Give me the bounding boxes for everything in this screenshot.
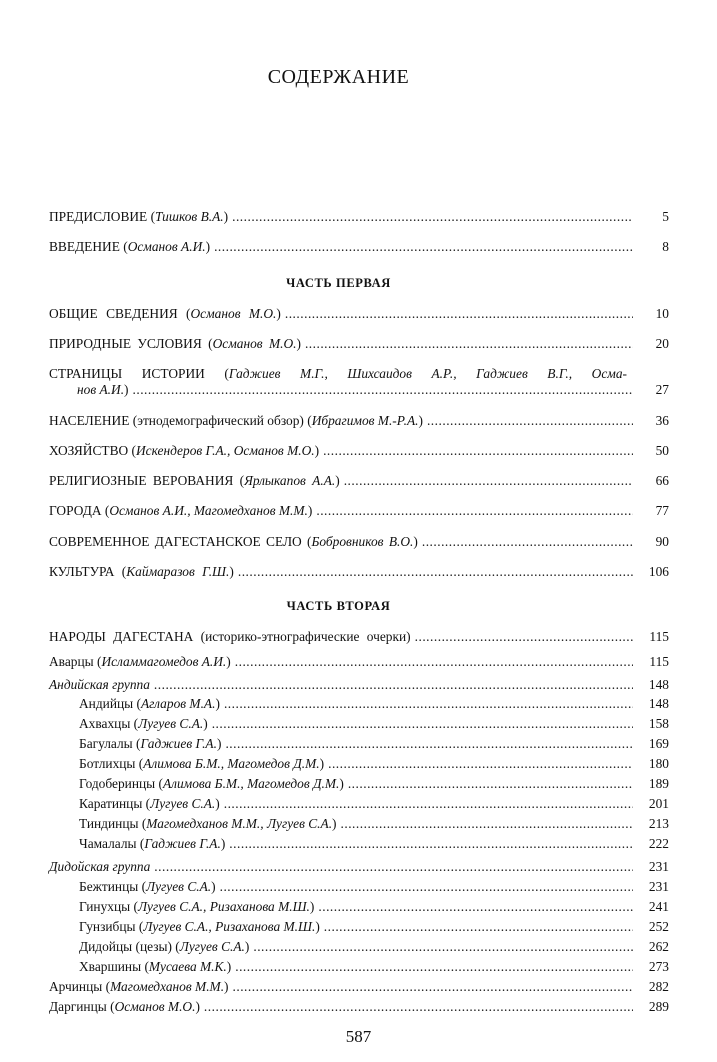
entry-title: НАСЕЛЕНИЕ (этнодемографический обзор) ( bbox=[49, 413, 312, 428]
entry-tail: ) bbox=[319, 756, 325, 771]
entry-author: Османов М.О. bbox=[190, 306, 277, 321]
toc-entry-preface[interactable] bbox=[49, 209, 669, 225]
entry-author: Магомедханов М.М. bbox=[110, 979, 225, 994]
toc-entry[interactable] bbox=[49, 564, 669, 580]
entry-tail: ) bbox=[203, 716, 208, 731]
entry-author: Гаджиев М.Г., Шихсаидов А.Р., Гаджиев В.Г., Осма- bbox=[228, 366, 627, 381]
dot-leader bbox=[348, 776, 633, 792]
entry-tail: ) bbox=[276, 306, 281, 321]
entry-page: 169 bbox=[648, 736, 669, 751]
entry-page: 10 bbox=[655, 306, 669, 321]
entry-author: Исламмагомедов А.И. bbox=[101, 654, 227, 669]
entry-page: 289 bbox=[648, 999, 669, 1014]
entry-title: СТРАНИЦЫ ИСТОРИИ ( bbox=[49, 366, 229, 381]
entry-author: Гаджиев Г.А. bbox=[140, 736, 217, 751]
entry-tail: ) bbox=[211, 879, 216, 894]
entry-tail: ) bbox=[332, 816, 337, 831]
entry-author: Османов А.И., Магомедханов М.М. bbox=[109, 503, 308, 518]
entry-tail: ) bbox=[309, 899, 315, 914]
entry-title: ХОЗЯЙСТВО ( bbox=[49, 443, 136, 458]
entry-page: 201 bbox=[648, 796, 669, 811]
entry-author: Агларов М.А. bbox=[140, 696, 216, 711]
entry-author: Алимова Б.М., Магомедов Д.М. bbox=[162, 776, 340, 791]
entry-title: Гунзибцы ( bbox=[79, 919, 144, 934]
entry-author: Лугуев С.А., Ризаханова М.Ш. bbox=[137, 899, 310, 914]
toc-entry[interactable] bbox=[49, 534, 669, 550]
entry-author: Лугуев С.А., Ризаханова М.Ш. bbox=[143, 919, 316, 934]
dot-leader bbox=[318, 899, 633, 915]
toc-entry[interactable] bbox=[49, 336, 669, 352]
toc-entry[interactable] bbox=[49, 939, 669, 955]
entry-tail: ) bbox=[124, 382, 129, 397]
dot-leader bbox=[229, 836, 633, 852]
toc-entry[interactable] bbox=[49, 629, 669, 645]
toc-entry[interactable] bbox=[49, 443, 669, 459]
entry-page: 222 bbox=[648, 836, 669, 851]
entry-page: 77 bbox=[655, 503, 669, 518]
entry-page: 20 bbox=[655, 336, 669, 351]
toc-entry[interactable] bbox=[49, 816, 669, 832]
toc-entry[interactable] bbox=[49, 776, 669, 792]
dot-leader bbox=[224, 796, 633, 812]
entry-title: Андийцы ( bbox=[79, 696, 141, 711]
entry-tail: ) bbox=[224, 979, 229, 994]
dot-leader bbox=[224, 696, 633, 712]
entry-tail: ) bbox=[215, 696, 220, 711]
entry-tail: ) bbox=[226, 654, 231, 669]
entry-author: Османов А.И. bbox=[127, 239, 206, 254]
toc-entry[interactable] bbox=[49, 306, 669, 322]
entry-page: 158 bbox=[648, 716, 669, 731]
entry-title: Ботлихцы ( bbox=[79, 756, 144, 771]
toc-entry[interactable] bbox=[49, 716, 669, 732]
entry-page: 8 bbox=[662, 239, 669, 254]
page-title: СОДЕРЖАНИЕ bbox=[267, 66, 410, 88]
entry-tail: ) bbox=[315, 919, 320, 934]
toc-entry[interactable] bbox=[49, 836, 669, 852]
entry-page: 189 bbox=[648, 776, 669, 791]
toc-entry[interactable] bbox=[49, 654, 669, 670]
entry-page: 180 bbox=[648, 756, 669, 771]
entry-page: 90 bbox=[655, 534, 669, 549]
dot-leader bbox=[427, 413, 633, 429]
entry-tail: ) bbox=[413, 534, 418, 549]
entry-author-continued: нов А.И. bbox=[77, 382, 125, 397]
dot-leader bbox=[235, 654, 633, 670]
entry-page: 213 bbox=[648, 816, 669, 831]
entry-title: Ахвахцы ( bbox=[79, 716, 139, 731]
entry-page: 5 bbox=[662, 209, 669, 224]
entry-page: 282 bbox=[648, 979, 669, 994]
toc-entry[interactable] bbox=[49, 696, 669, 712]
part-heading-2: ЧАСТЬ ВТОРАЯ bbox=[286, 599, 391, 613]
toc-entry[interactable] bbox=[49, 756, 669, 772]
entry-page: 231 bbox=[648, 859, 669, 874]
entry-title: Даргинцы ( bbox=[49, 999, 115, 1014]
entry-title: Тиндинцы ( bbox=[79, 816, 147, 831]
dot-leader bbox=[154, 859, 633, 875]
toc-entry[interactable] bbox=[49, 796, 669, 812]
entry-tail: ) bbox=[418, 413, 423, 428]
entry-tail: ) bbox=[229, 564, 234, 579]
dot-leader bbox=[285, 306, 633, 322]
dot-leader bbox=[238, 564, 633, 580]
entry-page: 115 bbox=[649, 654, 669, 669]
entry-author: Каймаразов Г.Ш. bbox=[126, 564, 230, 579]
entry-page: 148 bbox=[648, 696, 669, 711]
entry-tail: ) bbox=[215, 796, 220, 811]
entry-author: Лугуев С.А. bbox=[146, 879, 212, 894]
entry-title: ВВЕДЕНИЕ ( bbox=[49, 239, 128, 254]
toc-entry[interactable] bbox=[49, 919, 669, 935]
entry-tail: ) bbox=[244, 939, 250, 954]
dot-leader bbox=[341, 816, 633, 832]
dot-leader bbox=[324, 919, 633, 935]
entry-tail: ) bbox=[335, 473, 340, 488]
entry-tail: ) bbox=[314, 443, 320, 458]
entry-title: Багулалы ( bbox=[79, 736, 141, 751]
entry-tail: ) bbox=[296, 336, 301, 351]
entry-title: ОБЩИЕ СВЕДЕНИЯ ( bbox=[49, 306, 191, 321]
entry-title: Арчинцы ( bbox=[49, 979, 111, 994]
dot-leader bbox=[328, 756, 633, 772]
entry-tail: ) bbox=[195, 999, 200, 1014]
entry-author: Мусаева М.К. bbox=[148, 959, 227, 974]
toc-entry[interactable] bbox=[49, 899, 669, 915]
entry-tail: ) bbox=[220, 836, 226, 851]
entry-tail: ) bbox=[339, 776, 344, 791]
toc-entry[interactable] bbox=[49, 979, 669, 995]
entry-title: НАРОДЫ ДАГЕСТАНА (историко-этнографические очерки) bbox=[49, 629, 411, 644]
dot-leader bbox=[232, 209, 633, 225]
entry-author: Османов М.О. bbox=[114, 999, 196, 1014]
dot-leader bbox=[133, 382, 633, 398]
entry-title: Каратинцы ( bbox=[79, 796, 151, 811]
entry-page: 252 bbox=[648, 919, 669, 934]
toc-entry[interactable] bbox=[49, 503, 669, 519]
toc-group-dido[interactable] bbox=[49, 859, 669, 875]
group-title: Дидойская группа bbox=[49, 859, 151, 874]
toc-entry[interactable] bbox=[49, 736, 669, 752]
dot-leader bbox=[235, 959, 633, 975]
entry-page: 148 bbox=[648, 677, 669, 692]
entry-author: Лугуев С.А. bbox=[138, 716, 204, 731]
entry-title: Гинухцы ( bbox=[79, 899, 138, 914]
entry-title: ГОРОДА ( bbox=[49, 503, 110, 518]
entry-title: Бежтинцы ( bbox=[79, 879, 147, 894]
toc-entry-history[interactable] bbox=[49, 366, 669, 398]
entry-author: Османов М.О. bbox=[212, 336, 297, 351]
dot-leader bbox=[344, 473, 633, 489]
entry-page: 27 bbox=[655, 382, 669, 397]
toc-entry-introduction[interactable] bbox=[49, 239, 669, 255]
dot-leader bbox=[253, 939, 633, 955]
entry-author: Искендеров Г.А., Османов М.О. bbox=[135, 443, 315, 458]
entry-tail: ) bbox=[216, 736, 222, 751]
dot-leader bbox=[233, 979, 633, 995]
dot-leader bbox=[316, 503, 633, 519]
entry-author: Гаджиев Г.А. bbox=[144, 836, 221, 851]
entry-page: 241 bbox=[648, 899, 669, 914]
page-number: 587 bbox=[345, 1027, 372, 1046]
toc-entry[interactable] bbox=[49, 473, 669, 489]
dot-leader bbox=[154, 677, 633, 693]
entry-title: Аварцы ( bbox=[49, 654, 102, 669]
dot-leader bbox=[225, 736, 633, 752]
entry-title: ПРИРОДНЫЕ УСЛОВИЯ ( bbox=[49, 336, 213, 351]
entry-page: 36 bbox=[655, 413, 669, 428]
toc-entry[interactable] bbox=[49, 999, 669, 1015]
toc-entry[interactable] bbox=[49, 413, 669, 429]
dot-leader bbox=[212, 716, 633, 732]
dot-leader bbox=[422, 534, 633, 550]
dot-leader bbox=[415, 629, 633, 645]
toc-entry[interactable] bbox=[49, 879, 669, 895]
entry-author: Тишков В.А. bbox=[155, 209, 224, 224]
entry-page: 262 bbox=[648, 939, 669, 954]
entry-title: ПРЕДИСЛОВИЕ ( bbox=[49, 209, 156, 224]
entry-title: Чамалалы ( bbox=[79, 836, 145, 851]
entry-page: 50 bbox=[655, 443, 669, 458]
entry-author: Ярлыкапов А.А. bbox=[244, 473, 336, 488]
entry-title: КУЛЬТУРА ( bbox=[49, 564, 127, 579]
toc-entry[interactable] bbox=[49, 959, 669, 975]
entry-author: Бобровников В.О. bbox=[311, 534, 414, 549]
part-heading-1: ЧАСТЬ ПЕРВАЯ bbox=[286, 276, 391, 290]
entry-page: 273 bbox=[648, 959, 669, 974]
entry-page: 106 bbox=[648, 564, 669, 579]
entry-page: 66 bbox=[655, 473, 669, 488]
dot-leader bbox=[323, 443, 633, 459]
dot-leader bbox=[220, 879, 633, 895]
dot-leader bbox=[305, 336, 633, 352]
entry-tail: ) bbox=[307, 503, 313, 518]
entry-author: Лугуев С.А. bbox=[179, 939, 245, 954]
entry-title: Дидойцы (цезы) ( bbox=[79, 939, 180, 954]
entry-title: Годоберинцы ( bbox=[79, 776, 163, 791]
dot-leader bbox=[204, 999, 633, 1015]
entry-author: Ибрагимов М.-Р.А. bbox=[311, 413, 419, 428]
entry-title: РЕЛИГИОЗНЫЕ ВЕРОВАНИЯ ( bbox=[49, 473, 245, 488]
entry-author: Лугуев С.А. bbox=[150, 796, 216, 811]
group-title: Андийская группа bbox=[49, 677, 150, 692]
entry-title: Хваршины ( bbox=[79, 959, 149, 974]
entry-page: 115 bbox=[649, 629, 669, 644]
entry-tail: ) bbox=[226, 959, 232, 974]
entry-author: Магомедханов М.М., Лугуев С.А. bbox=[146, 816, 333, 831]
entry-title: СОВРЕМЕННОЕ ДАГЕСТАНСКОЕ СЕЛО ( bbox=[49, 534, 312, 549]
entry-tail: ) bbox=[223, 209, 229, 224]
toc-group-andi[interactable] bbox=[49, 677, 669, 693]
entry-page: 231 bbox=[648, 879, 669, 894]
entry-tail: ) bbox=[205, 239, 211, 254]
entry-author: Алимова Б.М., Магомедов Д.М. bbox=[143, 756, 320, 771]
dot-leader bbox=[214, 239, 633, 255]
